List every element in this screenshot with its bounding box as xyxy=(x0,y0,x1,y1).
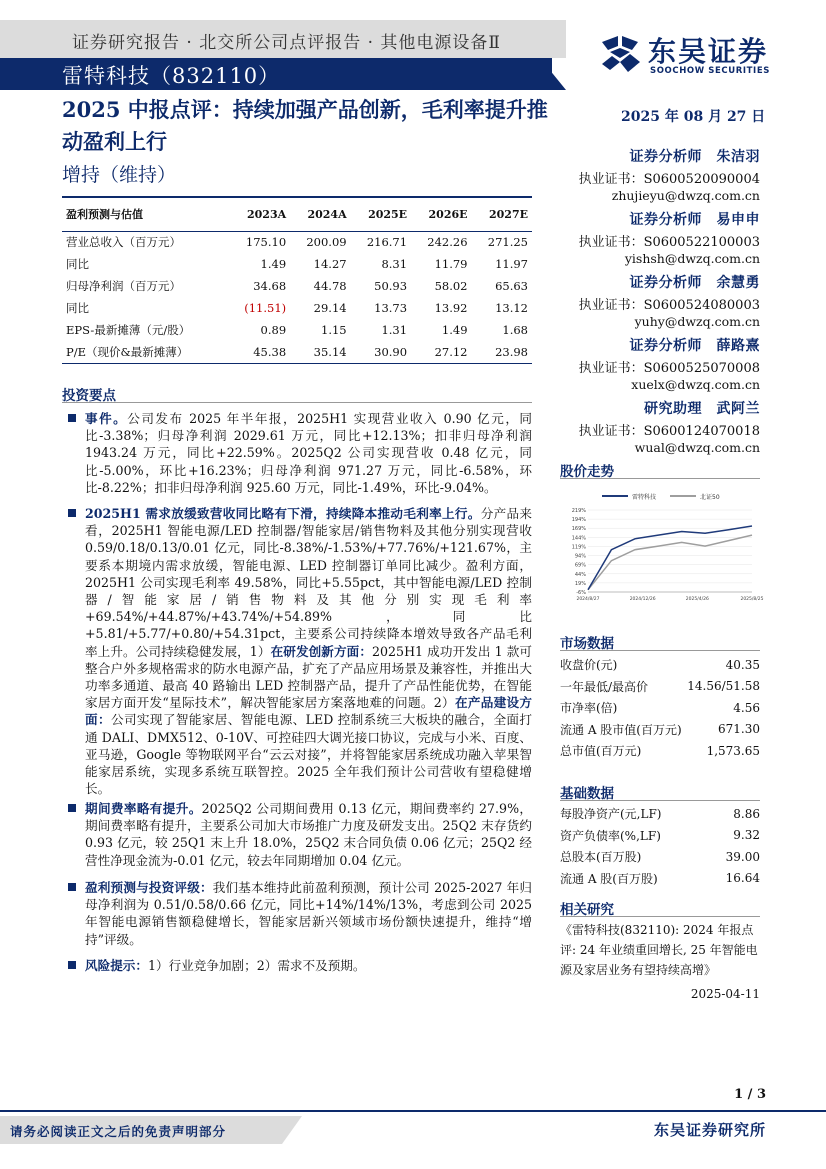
divider xyxy=(560,916,760,917)
analyst-list xyxy=(570,146,760,461)
table-cell: 45.38 xyxy=(228,341,291,363)
y-tick-label: 219% xyxy=(571,508,586,514)
report-type-banner xyxy=(0,20,566,58)
analyst-cert: 执业证书：S0600524080003 xyxy=(578,298,760,313)
disclaimer-text: 请务必阅读正文之后的免责声明部分 xyxy=(10,1124,227,1139)
logo-english: SOOCHOW SECURITIES xyxy=(650,66,770,76)
y-tick-label: 194% xyxy=(571,517,586,524)
table-cell: 30.90 xyxy=(351,341,411,363)
kv-label: 一年最低/最高价 xyxy=(560,679,649,694)
page-number: 1 / 3 xyxy=(734,1087,766,1102)
y-tick-label: 94% xyxy=(574,553,586,560)
company-name: 雷特科技（832110） xyxy=(62,64,281,88)
analyst-email[interactable]: yishsh@dwzq.com.cn xyxy=(624,251,760,266)
table-cell: 50.93 xyxy=(374,279,408,293)
bullet-square-icon xyxy=(68,509,76,517)
paragraph-lead: 2025H1 需求放缓致营收同比略有下滑，持续降本推动毛利率上行。 xyxy=(85,506,481,521)
analyst-email[interactable]: yuhy@dwzq.com.cn xyxy=(634,314,760,329)
table-cell: 1.15 xyxy=(321,323,347,337)
analyst-name: 证券分析师 薛路熹 xyxy=(629,338,760,354)
x-axis xyxy=(576,592,763,602)
analyst-cert: 执业证书：S0600522100003 xyxy=(578,235,760,250)
list-item xyxy=(560,803,760,825)
table-cell: EPS-最新摊薄（元/股） xyxy=(66,323,191,337)
kv-label: 资产负债率(%,LF) xyxy=(560,828,661,843)
table-cell: 1.49 xyxy=(441,323,468,337)
kv-value: 1,573.65 xyxy=(706,743,760,758)
table-row xyxy=(62,231,532,253)
list-item xyxy=(560,654,760,676)
list-item xyxy=(560,846,760,868)
table-cell: 13.12 xyxy=(495,301,528,315)
table-cell: 同比 xyxy=(66,301,89,315)
market-heading: 市场数据 xyxy=(560,636,614,652)
basic-heading: 基础数据 xyxy=(560,786,614,802)
paragraph-lead: 期间费率略有提升。 xyxy=(85,801,202,816)
list-item xyxy=(560,697,760,719)
market-data-list xyxy=(560,654,760,762)
table-header-cell: 2026E xyxy=(411,197,471,231)
paragraph-text: 公司发布 2025 年半年报，2025H1 实现营业收入 0.90 亿元，同比-3.38%；归母净利润 2029.61 万元，同比+12.13%；扣非归母净利润 1943.24 万元，同比+22.59%。2025Q2 公司实现营收 0.48 亿元，同比-5.00%，环比+16.23%；归母净利润 971.27 万元，同比-6.58%，环比-8.22%；扣非归母净利润 925.60 万元，同比-1.49%，环比-9.04%。 xyxy=(85,411,533,495)
kv-value: 40.35 xyxy=(725,657,760,672)
table-cell: 44.78 xyxy=(313,279,347,293)
list-item xyxy=(560,676,760,698)
price-chart-heading: 股价走势 xyxy=(560,464,614,480)
table-cell: 13.92 xyxy=(434,301,468,315)
kv-label: 总股本(百万股) xyxy=(560,850,642,865)
kv-label: 每股净资产(元,LF) xyxy=(560,807,662,822)
price-chart xyxy=(560,488,764,608)
bullet-square-icon xyxy=(68,961,76,969)
company-bar xyxy=(0,58,552,90)
analyst-email[interactable]: xuelx@dwzq.com.cn xyxy=(631,377,760,392)
analyst-email[interactable]: wual@dwzq.com.cn xyxy=(634,440,760,455)
table-cell: 0.89 xyxy=(260,323,287,337)
divider xyxy=(560,650,760,651)
table-cell: 175.10 xyxy=(245,235,287,250)
y-tick-label: 44% xyxy=(574,571,586,578)
table-cell: 同比 xyxy=(66,257,89,271)
disclaimer-banner-triangle xyxy=(282,1116,302,1144)
table-cell-negative: (11.51) xyxy=(244,301,287,315)
disclaimer-banner xyxy=(0,1116,282,1144)
legend-label-index: 北证50 xyxy=(700,494,720,501)
analyst-name: 证券分析师 朱洁羽 xyxy=(629,149,760,165)
report-date: 2025 年 08 月 27 日 xyxy=(621,109,766,125)
paragraph-lead: 在产品建设方面： xyxy=(85,695,533,728)
footer-rule xyxy=(0,1110,826,1112)
table-cell: P/E（现价&最新摊薄） xyxy=(62,341,228,363)
analyst-name: 证券分析师 余慧勇 xyxy=(629,275,760,291)
list-item xyxy=(560,868,760,890)
bullet-square-icon xyxy=(68,883,76,891)
kv-label: 总市值(百万元) xyxy=(560,744,642,759)
bullet-square-icon xyxy=(68,804,76,812)
paragraph-text: 2025Q2 公司期间费用 0.13 亿元，期间费率约 27.9%，期间费率略有提升，主要系公司加大市场推广力度及研发支出。25Q2 末存货约 0.93 亿元，较 25Q1 末上升 18.0%，25Q2 末合同负债 0.06 亿元；25Q2 经营性净现金流为-0.01 亿元，较去年同期增加 0.04 亿元。 xyxy=(85,801,532,868)
paragraph-expense xyxy=(68,800,532,869)
table-cell: 58.02 xyxy=(434,279,468,293)
kv-value: 16.64 xyxy=(725,871,760,886)
paragraph-text: 我们基本维持此前盈利预测，预计公司 2025-2027 年归母净利润为 0.51/0.58/0.66 亿元，同比+14%/14%/13%，考虑到公司 2025 年智能电源销售额稳健增长，智能家居新兴领域市场份额快速提升，维持“增持”评级。 xyxy=(85,880,532,947)
table-cell: 13.73 xyxy=(374,301,408,315)
table-row xyxy=(62,253,532,275)
divider xyxy=(560,800,760,801)
y-tick-label: 19% xyxy=(574,580,586,587)
y-tick-label: 144% xyxy=(571,535,586,542)
table-cell: 11.97 xyxy=(495,257,528,271)
kv-value: 671.30 xyxy=(718,722,760,737)
legend-label-stock: 雷特科技 xyxy=(632,494,657,501)
paragraph-risk xyxy=(68,957,532,974)
x-tick-label: 2025/8/25 xyxy=(740,597,764,602)
table-cell: 8.31 xyxy=(381,257,408,271)
table-cell: 1.68 xyxy=(502,323,528,337)
x-tick-label: 2024/8/27 xyxy=(576,597,600,602)
table-cell: 216.71 xyxy=(366,235,408,250)
bullet-square-icon xyxy=(68,414,76,422)
table-cell: 35.14 xyxy=(290,341,350,363)
table-cell: 29.14 xyxy=(313,301,347,315)
analyst-cert: 执业证书：S0600124070018 xyxy=(578,424,760,439)
kv-value: 39.00 xyxy=(725,849,760,864)
list-item xyxy=(560,825,760,847)
related-heading: 相关研究 xyxy=(560,902,614,918)
report-type-label: 证券研究报告 · 北交所公司点评报告 · 其他电源设备Ⅱ xyxy=(72,33,501,53)
section-heading: 投资要点 xyxy=(62,388,116,404)
divider xyxy=(62,402,532,403)
kv-label: 市净率(倍) xyxy=(560,701,618,716)
analyst-cert: 执业证书：S0600520090004 xyxy=(578,172,760,187)
soochow-logo-icon xyxy=(598,34,642,74)
table-header-cell: 2025E xyxy=(351,197,411,231)
analyst-email[interactable]: zhujieyu@dwzq.com.cn xyxy=(611,188,760,203)
table-row xyxy=(62,341,532,363)
footer-brand: 东吴证券研究所 xyxy=(653,1121,766,1139)
table-cell: 11.79 xyxy=(434,257,468,271)
kv-value: 8.86 xyxy=(733,806,760,821)
paragraph-lead: 在研发创新方面： xyxy=(270,643,373,659)
table-cell: 27.12 xyxy=(411,341,471,363)
table-cell: 1.49 xyxy=(260,257,287,271)
table-cell: 200.09 xyxy=(306,235,347,250)
analyst-name: 证券分析师 易申申 xyxy=(629,212,760,228)
analyst-name: 研究助理 武阿兰 xyxy=(644,401,760,417)
list-item xyxy=(560,740,760,762)
logo-wordmark: 东吴证券 xyxy=(648,35,769,68)
divider xyxy=(560,478,760,479)
kv-label: 收盘价(元) xyxy=(560,658,618,673)
y-tick-label: 119% xyxy=(571,544,586,551)
company-bar-triangle xyxy=(540,58,566,90)
table-header-cell: 2027E xyxy=(472,197,532,231)
related-report-date: 2025-04-11 xyxy=(690,987,760,1001)
kv-label: 流通 A 股市值(百万元) xyxy=(560,722,682,737)
paragraph-lead: 事件。 xyxy=(85,411,128,426)
rating: 增持（维持） xyxy=(62,164,177,186)
report-title: 2025 中报点评：持续加强产品创新，毛利率提升推动盈利上行 xyxy=(62,97,548,154)
kv-label: 流通 A 股(百万股) xyxy=(560,871,658,886)
table-row xyxy=(62,297,532,319)
analyst-cert: 执业证书：S0600525070008 xyxy=(578,361,760,376)
paragraph-lead: 盈利预测与投资评级： xyxy=(85,880,213,895)
kv-value: 9.32 xyxy=(733,828,760,843)
table-row xyxy=(62,275,532,297)
table-cell: 营业总收入（百万元） xyxy=(66,235,181,250)
y-tick-label: 169% xyxy=(571,526,586,533)
series-line-stock xyxy=(588,526,752,590)
table-cell: 34.68 xyxy=(253,279,287,293)
related-report-link[interactable]: 《雷特科技(832110): 2024 年报点评: 24 年业绩重回增长, 25 年智能电源及家居业务有望持续高增》 xyxy=(560,923,758,977)
paragraph-text: 1）行业竞争加剧；2）需求不及预期。 xyxy=(147,958,366,973)
list-item xyxy=(560,719,760,741)
table-cell: 242.26 xyxy=(427,235,468,250)
table-cell: 1.31 xyxy=(381,323,408,337)
table-row xyxy=(62,319,532,341)
y-tick-label: -6% xyxy=(576,590,586,596)
paragraph-lead: 风险提示： xyxy=(85,958,148,973)
basic-data-list xyxy=(560,803,760,889)
y-axis xyxy=(572,508,752,596)
table-cell: 归母净利润（百万元） xyxy=(66,279,181,293)
paragraph-text: 2025H1 成功开发出 1 款可整合户外多规格需求的防水电源产品，扩充了产品应用场景及兼容性，并推出大功率多通道、最高 40 路输出 LED 控制器产品，提升了产品性能优势，在智能家居方面开发“星际技术”，解决智能家居方案落地难的问题。2） xyxy=(85,643,532,711)
series-line-index xyxy=(588,535,752,590)
paragraph-text: 分产品来看，2025H1 智能电源/LED 控制器/智能家居/销售物料及其他分别实现营收 0.59/0.18/0.13/0.01 亿元，同比-8.38%/-1.53%/+77.76%/+121.67%，主要系本期境内需求放缓，智能电源、LED 控制器订单同比减少。盈利方面，2025H1 公司实现毛利率 49.58%，同比+5.55pct，其中智能电源/LED 控制器/智能家居/销售物料及其他分别实现毛利率+69.54%/+44.87%/+43.74%/+54.89%，同比+5.81/+5.77/+0.80/+54.31pct，主要系公司持续降本增效导致各产品毛利率上升。公司持续稳健发展，1） xyxy=(85,506,533,659)
table-cell: 271.25 xyxy=(487,235,528,250)
paragraph-revenue xyxy=(68,505,532,797)
paragraph-text: 公司实现了智能家居、智能电源、LED 控制系统三大板块的融合，全面打通 DALI、DMX512、0-10V、可控硅四大调光接口协议，完成与小米、百度、亚马逊，Google 等物联网平台“云云对接”，并将智能家居系统成功融入苹果智能家居系统，实现多系统互联智控。2025 全年我们预计公司营收有望稳健增长。 xyxy=(85,712,532,797)
table-cell: 65.63 xyxy=(495,279,528,293)
paragraph-event xyxy=(68,410,532,496)
x-tick-label: 2024/12/26 xyxy=(629,597,656,602)
table-header-cell: 2024A xyxy=(290,197,350,231)
kv-value: 4.56 xyxy=(733,700,760,715)
x-tick-label: 2025/4/26 xyxy=(685,597,709,602)
paragraph-forecast xyxy=(68,879,532,948)
kv-value: 14.56/51.58 xyxy=(687,679,760,694)
forecast-table xyxy=(62,196,532,364)
table-header-cell: 2023A xyxy=(228,197,291,231)
y-tick-label: 69% xyxy=(574,562,586,569)
table-header-row xyxy=(62,197,532,231)
table-cell: 14.27 xyxy=(313,257,347,271)
table-cell: 23.98 xyxy=(472,341,532,363)
table-header-cell: 盈利预测与估值 xyxy=(62,197,228,231)
